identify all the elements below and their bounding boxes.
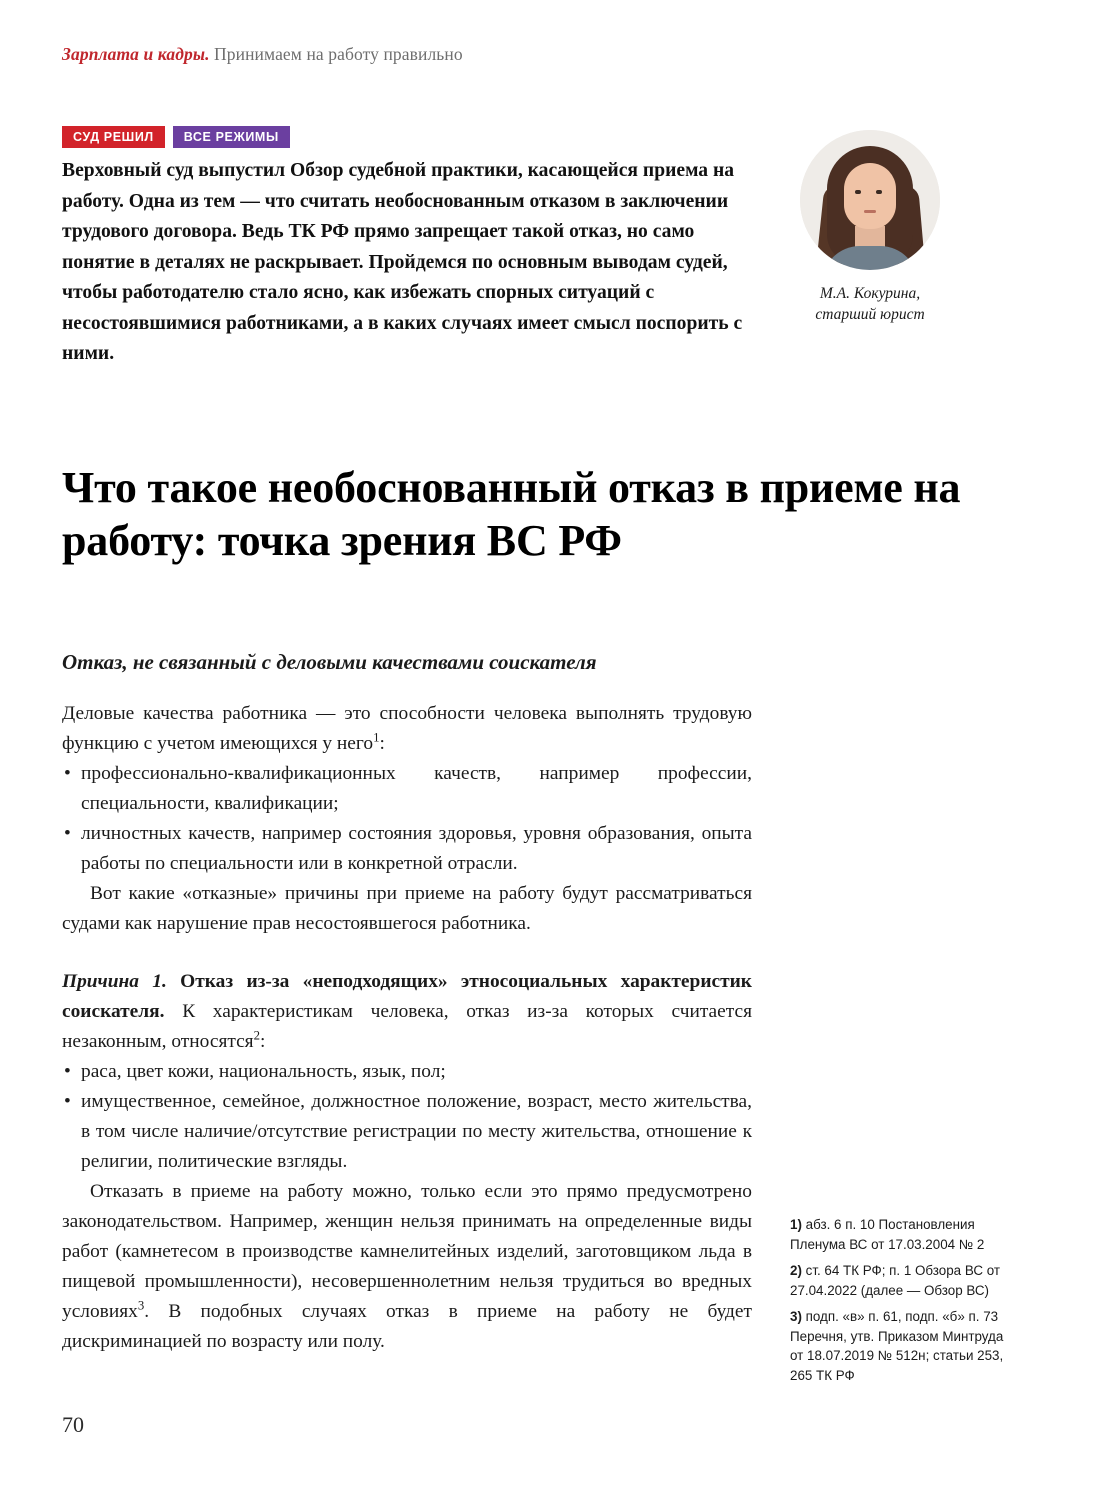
list-item: • личностных качеств, например состояния здоровья, уровня образования, опыта работы по специальности или в конкретной отрасли. xyxy=(62,819,752,879)
footnote-3-marker: 3) xyxy=(790,1309,802,1324)
reason-1-tail: : xyxy=(260,1031,266,1052)
tag-all-regimes: ВСЕ РЕЖИМЫ xyxy=(173,126,290,148)
list-item: • имущественное, семейное, должностное положение, возраст, место жительства, в том числе наличие/отсутствие регистрации по месту жительства, отношение к религии, политические взгляды. xyxy=(62,1087,752,1177)
tag-row xyxy=(62,126,290,148)
footnote-3 xyxy=(790,1307,1020,1385)
lead-paragraph: Верховный суд выпустил Обзор судебной практики, касающейся приема на работу. Одна из тем — что считать необоснованным отказом в заключении трудового договора. Ведь ТК РФ прямо запрещает такой отказ, но само понятие в деталях не раскрывает. Пройдемся по основным выводам судей, чтобы работодателю стало ясно, как избежать спорных ситуаций с несостоявшимися работниками, а в каких случаях имеет смысл поспорить с ними. xyxy=(62,160,743,364)
section-title: Отказ, не связанный с деловыми качествами соискателя xyxy=(62,650,597,674)
page-title: Что такое необоснованный отказ в приеме на работу: точка зрения ВС РФ xyxy=(62,463,961,566)
paragraph-reason-1 xyxy=(62,967,752,1057)
footnote-ref-1: 1 xyxy=(373,730,380,745)
paragraph-definition-tail: : xyxy=(379,733,385,754)
paragraph-definition xyxy=(62,699,752,759)
footnote-2-marker: 2) xyxy=(790,1263,802,1278)
running-head-subtitle: Принимаем на работу правильно xyxy=(214,44,463,64)
author-name: М.А. Кокурина, xyxy=(819,285,921,302)
footnote-2-text: ст. 64 ТК РФ; п. 1 Обзора ВС от 27.04.2022 (далее — Обзор ВС) xyxy=(790,1263,1001,1298)
list-item: • профессионально-квалификационных качеств, например профессии, специальности, квалификации; xyxy=(62,759,752,819)
paragraph-definition-text: Деловые качества работника — это способности человека выполнять трудовую функцию с учетом имеющихся у него xyxy=(62,703,752,754)
footnote-1-text: абз. 6 п. 10 Постановления Пленума ВС от 17.03.2004 № 2 xyxy=(790,1217,985,1252)
running-head xyxy=(62,44,463,65)
list-business-qualities xyxy=(62,759,752,879)
footnotes xyxy=(790,1215,1020,1392)
avatar xyxy=(800,130,940,270)
page-number: 70 xyxy=(62,1412,84,1437)
footnote-ref-3: 3 xyxy=(137,1298,145,1313)
reason-1-text: К характеристикам человека, отказ из-за которых считается незаконным, относятся xyxy=(62,1001,752,1052)
footnote-2 xyxy=(790,1261,1020,1300)
paragraph-refusal-reasons: Вот какие «отказные» причины при приеме на работу будут рассматриваться судами как нарушение прав несостоявшегося работника. xyxy=(62,883,752,934)
footnote-ref-2: 2 xyxy=(253,1028,261,1043)
footnote-3-text: подп. «в» п. 61, подп. «б» п. 73 Перечня, утв. Приказом Минтруда от 18.07.2019 № 512н; статьи 253, 265 ТК РФ xyxy=(790,1309,1004,1383)
running-head-rubric: Зарплата и кадры. xyxy=(62,44,210,64)
reason-1-label: Причина 1. xyxy=(62,971,167,992)
paragraph-lawful-refusals-text: Отказать в приеме на работу можно, только если это прямо предусмотрено законодательством. Например, женщин нельзя принимать на определенные виды работ (камнетесом в производстве камнелитейных изделий, заготовщиком льда в пищевой промышленности), несовершеннолетним нельзя трудиться во вредных условиях xyxy=(62,1181,752,1322)
list-ethnosocial-characteristics xyxy=(62,1057,752,1177)
author-caption xyxy=(770,283,970,325)
reason-1-bold: Отказ из-за «неподходящих» этносоциальных характеристик соискателя. xyxy=(62,971,752,1022)
paragraph-lawful-refusals-tail: . В подобных случаях отказ в приеме на работу не будет дискриминацией по возрасту или полу. xyxy=(62,1301,752,1352)
tag-court-decided: СУД РЕШИЛ xyxy=(62,126,165,148)
paragraph-lawful-refusals xyxy=(62,1177,752,1357)
list-item: • раса, цвет кожи, национальность, язык, пол; xyxy=(62,1057,752,1087)
author-role: старший юрист xyxy=(815,306,925,323)
footnote-1-marker: 1) xyxy=(790,1217,802,1232)
article-body xyxy=(62,648,752,1357)
footnote-1 xyxy=(790,1215,1020,1254)
